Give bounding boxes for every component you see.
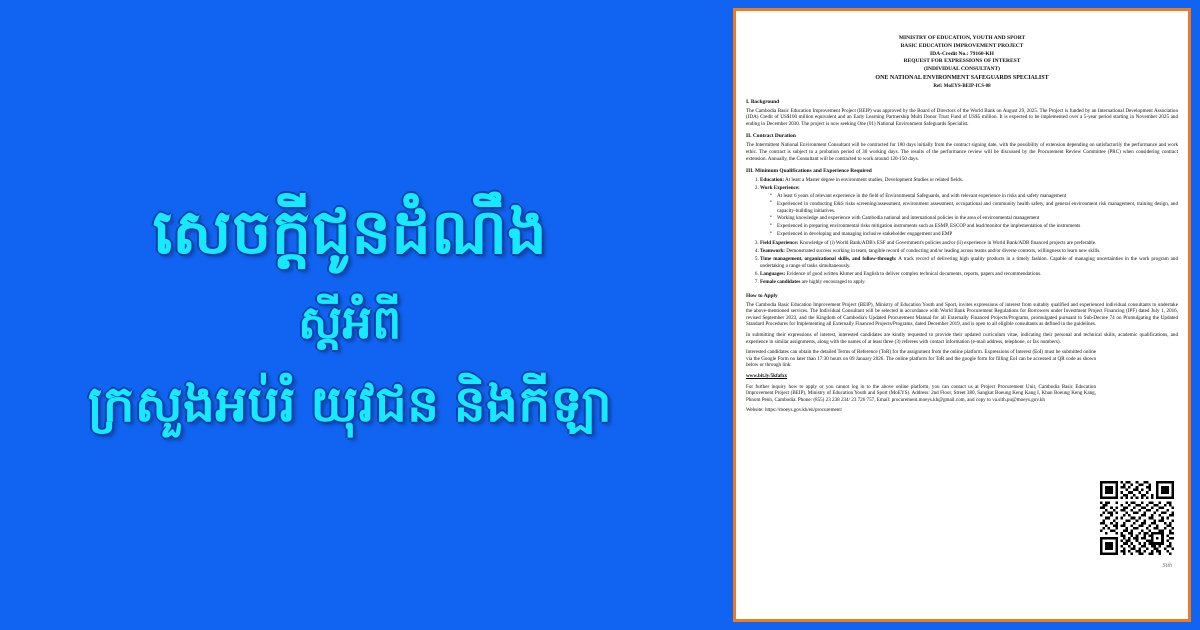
header-type: (INDIVIDUAL CONSULTANT) bbox=[924, 66, 1000, 73]
work-experience-bullet: • Experienced in preparing environmental risks mitigation instruments such as ESMP, ESCOP and lead/monitor the implementation of the instruments bbox=[770, 223, 1178, 230]
qualification-item bbox=[760, 185, 1178, 237]
section-1-number: I. bbox=[746, 98, 750, 105]
work-experience-bullets bbox=[770, 193, 1178, 238]
work-experience-bullet: • Experienced in developing and managing inclusive stakeholder engagement and EMP bbox=[770, 231, 1178, 238]
header-position: ONE NATIONAL ENVIRONMENT SAFEGUARDS SPECIALIST bbox=[875, 74, 1049, 81]
section-2-paragraph: The Intermittent National Environment Consultant will be contracted for 180 days initially from the contract signing date, with the possibility of extension depending on satisfactorily the performance and work ethic. The contract is subject to a probation period of 30 working days. The results of the performance review will be discussed by the Procurement Review Committee (PRC) when considering contract extension. Annually, the Consultant will be contracted to work around 120-150 days. bbox=[746, 142, 1178, 162]
qualification-item bbox=[760, 248, 1178, 255]
qualifications-list bbox=[760, 177, 1178, 285]
section-1-title: Background bbox=[750, 98, 780, 105]
how-to-apply-paragraph-3: Interested candidates can obtain the detailed Terms of Reference (ToR) for the assignment from the online platform. Expressions of Interest (EoI) must be submitted online via the Google Form no later than 17:30 hours on 09 January 2026. The online platform for ToR and the google form for filling EoI can be accessed at QR code as shown below or through link: bbox=[746, 349, 1096, 369]
work-experience-bullet: • Working knowledge and experience with Cambodia national and international policies in the area of environmental management bbox=[770, 215, 1178, 222]
document-header bbox=[746, 35, 1178, 90]
section-contract-duration-title bbox=[746, 133, 1178, 140]
section-2-title: Contract Duration bbox=[752, 133, 796, 140]
qr-code-container[interactable] bbox=[1100, 481, 1174, 555]
qualification-text: At least a Master degree in environment studies, Development Studies or related fields. bbox=[784, 177, 964, 184]
work-experience-bullet: • At least 6 years of relevant experience in the field of Environmental Safeguards, and with relevant experience in risks and safety management bbox=[770, 193, 1178, 200]
qualification-label: Languages: bbox=[760, 270, 786, 277]
qualification-item bbox=[760, 271, 1178, 278]
qualification-text: Demonstrated success working in team, tangible record of conducting and/or leading across teams and/or diverse contexts, willingness to learn new skills. bbox=[785, 247, 1101, 254]
qualification-label: Time management, organizational skills, and follow-through: bbox=[760, 256, 897, 263]
qualification-item bbox=[760, 177, 1178, 184]
section-1-paragraph: The Cambodia Basic Education Improvement Project (BEIP) was approved by the Board of Directors of the World Bank on August 29, 2025. The Project is funded by an International Development Association (IDA) Credit of US$100 million equivalent and an Early Learning Partnership Multi Donor Trust Fund of US$5 million. It is expected to be implemented over a 5-year period starting in November 2025 and ending in December 2030. The project is now seeking One (01) National Environment Safeguards Specialist. bbox=[746, 107, 1178, 127]
qualification-text: Evidence of good written Khmer and English to deliver complex technical documents, reports, papers and recommendations. bbox=[785, 270, 1042, 277]
qualification-label: Female candidates bbox=[760, 278, 801, 285]
qualification-label: Education: bbox=[760, 177, 785, 184]
qr-code-icon[interactable] bbox=[1100, 481, 1174, 555]
section-2-number: II. bbox=[746, 133, 752, 140]
header-project: BASIC EDUCATION IMPROVEMENT PROJECT bbox=[900, 42, 1024, 49]
signature-mark: Sith bbox=[1162, 563, 1172, 570]
how-to-apply-paragraph-1: The Cambodia Basic Education Improvement Project (BEIP), Ministry of Education Youth and Sport, invites expressions of interest from suitably qualified and experienced individual consultants to undertake the above-mentioned services. The Individual Consultant will be selected in accordance with World Bank Procurement Regulations for Borrowers under Investment Project Financing (IPF) dated July 1, 2016, revised September 2023, and the Kingdom of Cambodia's Updated Procurement Manual for all Externally Financed Projects/Programs, promulgated pursuant to Sub-Decree 74 on Promulgating the Updated Standard Procedures for Implementing all Externally Financed Projects/Programs, dated December 2019, and is open to all eligible consultants as defined in the guidelines. bbox=[746, 301, 1178, 328]
how-to-apply-paragraph-4: For further inquiry how to apply or you cannot log in to the above online platform, you can contact us at Project Procurement Unit, Cambodia Basic Education Improvement Project (BEIP), Ministry of Education Youth and Sport (MoEYS). Address: 2nd Floor, Street 380, Sangkat Boeung Keng Kang I, Khan Boeung Keng Kang, Phnom Penh, Cambodia. Phone: (855) 23 238 234/ 23 726 757, Email: procurement.moeys.kh@gmail.com, and copy to va.sith.pu@moeys.gov.kh bbox=[746, 383, 1096, 403]
how-to-apply-paragraph-2: In submitting their expressions of interest, interested candidates are kindly requested to provide their updated curriculum vitae, indicating their personal and technical skills, academic qualifications, and experience in similar assignments, along with the names of at least three (3) referees with contact information (e-mail address, telephone, or fax numbers). bbox=[746, 331, 1178, 345]
headline-line-2: ស្តីអំពី bbox=[298, 295, 402, 348]
section-3-title: Minimum Qualifications and Experience Required bbox=[755, 168, 872, 175]
qualification-label: Field Experience: bbox=[760, 239, 799, 246]
announcement-document bbox=[733, 8, 1191, 622]
header-ref: Ref: MoEYS-BEIP-ICS-08 bbox=[933, 83, 991, 89]
headline-line-1: សេចក្តីជូនដំណឹង bbox=[152, 197, 548, 267]
qualification-label: Work Experience: bbox=[760, 185, 800, 192]
qualification-text: are highly encouraged to apply. bbox=[800, 278, 866, 285]
section-3-number: III. bbox=[746, 168, 754, 175]
qualification-item bbox=[760, 240, 1178, 247]
header-ministry: MINISTRY OF EDUCATION, YOUTH AND SPORT bbox=[898, 35, 1026, 41]
how-to-apply-title: How to Apply bbox=[746, 292, 778, 299]
qualification-item bbox=[760, 256, 1178, 269]
headline-line-3: ក្រសួងអប់រំ យុវជន និងកីឡា bbox=[87, 376, 613, 433]
section-qualifications-title bbox=[746, 168, 1178, 175]
qr-float-spacer bbox=[1096, 349, 1178, 429]
qualification-label: Teamwork: bbox=[760, 247, 785, 254]
header-request: REQUEST FOR EXPRESSIONS OF INTEREST bbox=[903, 58, 1021, 65]
qualification-item bbox=[760, 279, 1178, 286]
section-background-title bbox=[746, 99, 1178, 106]
website-line: Website: https://moeys.gov.kh/en/procurement/ bbox=[746, 407, 843, 414]
header-credit: IDA-Credit No.: 79160-KH bbox=[930, 50, 994, 57]
application-link[interactable]: www.bit.ly/5kfafxx bbox=[746, 373, 788, 380]
qualification-text: A track record of delivering high quality products in a timely fashion. Capable of managing uncertainties in the work program and undertaking a range of tasks simultaneously. bbox=[760, 256, 1178, 269]
document-body bbox=[746, 35, 1178, 622]
work-experience-bullet: • Experienced in conducting E&S risks screening/assessment, environment assessment, occupational and community health safety, and general environment risk management, training design, and capacity-building initiatives. bbox=[770, 201, 1178, 214]
qualification-text: Knowledge of (i) World Bank/ADB's ESF and Government's policies and/or (ii) experience in World Bank/ADB financed projects are preferable. bbox=[798, 239, 1097, 246]
